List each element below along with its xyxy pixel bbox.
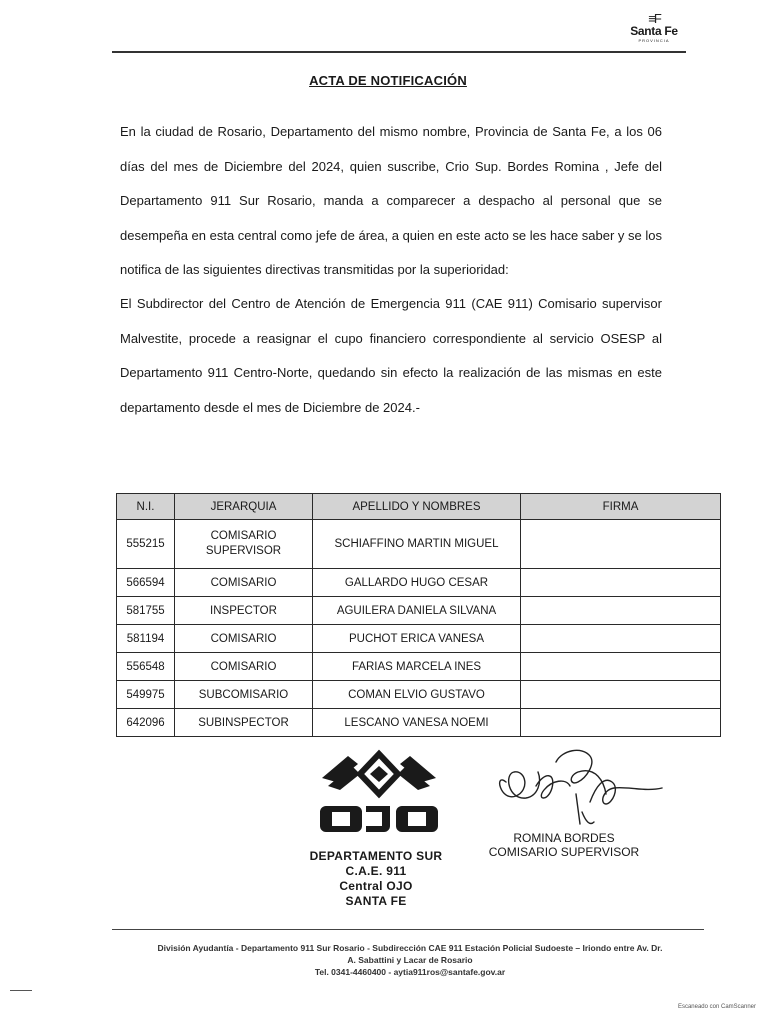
logo-subtext: PROVINCIA bbox=[638, 38, 670, 43]
cell-nombre: COMAN ELVIO GUSTAVO bbox=[313, 681, 521, 709]
header-divider bbox=[112, 51, 686, 53]
table-header-row bbox=[117, 494, 721, 520]
ojo-seal-logo bbox=[318, 748, 440, 840]
cell-firma bbox=[521, 653, 721, 681]
scanner-watermark: Escaneado con CamScanner bbox=[677, 1004, 756, 1010]
scan-mark bbox=[10, 990, 32, 991]
cell-nombre: LESCANO VANESA NOEMI bbox=[313, 709, 521, 737]
cell-nombre: SCHIAFFINO MARTIN MIGUEL bbox=[313, 520, 521, 569]
seal-logo-text: OJO bbox=[379, 838, 382, 839]
stamp-line-1: DEPARTAMENTO SUR bbox=[309, 849, 443, 863]
cell-nombre: FARIAS MARCELA INES bbox=[313, 653, 521, 681]
cell-firma bbox=[521, 520, 721, 569]
stamp-line-4: SANTA FE bbox=[345, 894, 407, 908]
department-stamp bbox=[300, 849, 452, 909]
cell-jerarquia: COMISARIO bbox=[175, 625, 313, 653]
cell-firma bbox=[521, 681, 721, 709]
cell-firma bbox=[521, 709, 721, 737]
cell-firma bbox=[521, 569, 721, 597]
footer-line-1: División Ayudantía - Departamento 911 Sur Rosario - Subdirección CAE 911 Estación Policial Sudoeste – Iriondo entre Av. Dr. bbox=[157, 943, 663, 953]
footer-divider bbox=[112, 929, 704, 930]
stamp-line-2: C.A.E. 911 bbox=[345, 864, 407, 878]
cell-ni: 642096 bbox=[117, 709, 175, 737]
cell-firma bbox=[521, 625, 721, 653]
footer-line-2: A. Sabattini y Lacar de Rosario bbox=[347, 955, 473, 965]
cell-ni: 556548 bbox=[117, 653, 175, 681]
cell-jerarquia: COMISARIO bbox=[175, 569, 313, 597]
cell-jerarquia: SUBINSPECTOR bbox=[175, 709, 313, 737]
cell-jerarquia: COMISARIO SUPERVISOR bbox=[175, 520, 313, 569]
document-title: ACTA DE NOTIFICACIÓN bbox=[309, 73, 467, 88]
cell-firma bbox=[521, 597, 721, 625]
footer bbox=[100, 942, 720, 978]
cell-jerarquia: SUBCOMISARIO bbox=[175, 681, 313, 709]
table-row bbox=[117, 569, 721, 597]
table-row bbox=[117, 625, 721, 653]
header-firma: FIRMA bbox=[521, 494, 721, 520]
cell-ni: 549975 bbox=[117, 681, 175, 709]
table-row bbox=[117, 520, 721, 569]
header-jerarquia: JERARQUIA bbox=[175, 494, 313, 520]
cell-ni: 581194 bbox=[117, 625, 175, 653]
cell-ni: 555215 bbox=[117, 520, 175, 569]
cell-jerarquia: COMISARIO bbox=[175, 653, 313, 681]
cell-nombre: PUCHOT ERICA VANESA bbox=[313, 625, 521, 653]
paragraph-directive: El Subdirector del Centro de Atención de Emergencia 911 (CAE 911) Comisario supervisor Malvestite, procede a reasignar el cupo financiero correspondiente al servicio OSESP al Departamento 911 Centro-Norte, quedando sin efecto la realización de las mismas en este departamento desde el mes de Diciembre de 2024.- bbox=[120, 296, 662, 415]
cell-nombre: GALLARDO HUGO CESAR bbox=[313, 569, 521, 597]
logo-text: Santa Fe bbox=[630, 24, 678, 38]
stamp-line-3: Central OJO bbox=[339, 879, 413, 893]
cell-jerarquia: INSPECTOR bbox=[175, 597, 313, 625]
santa-fe-logo bbox=[624, 12, 684, 48]
signatory-name: ROMINA BORDES bbox=[513, 831, 615, 845]
santa-fe-emblem-icon: ≡F bbox=[648, 11, 660, 26]
personnel-table bbox=[116, 493, 721, 737]
cell-ni: 581755 bbox=[117, 597, 175, 625]
table-row bbox=[117, 709, 721, 737]
table-row bbox=[117, 597, 721, 625]
cell-ni: 566594 bbox=[117, 569, 175, 597]
table-row bbox=[117, 681, 721, 709]
handwritten-signature bbox=[486, 742, 666, 832]
footer-line-3: Tel. 0341-4460400 - aytia911ros@santafe.gov.ar bbox=[314, 967, 506, 977]
table-row bbox=[117, 653, 721, 681]
cell-nombre: AGUILERA DANIELA SILVANA bbox=[313, 597, 521, 625]
signatory-role: COMISARIO SUPERVISOR bbox=[488, 845, 640, 859]
paragraph-intro: En la ciudad de Rosario, Departamento del mismo nombre, Provincia de Santa Fe, a los 06 días del mes de Diciembre del 2024, quien suscribe, Crio Sup. Bordes Romina , Jefe del Departamento 911 Sur Rosario, manda a comparecer a despacho al personal que se desempeña en esta central como jefe de área, a quien en este acto se les hace saber y se los notifica de las siguientes directivas transmitidas por la superioridad: bbox=[120, 124, 663, 277]
signatory-block bbox=[484, 831, 644, 859]
header-nombres: APELLIDO Y NOMBRES bbox=[313, 494, 521, 520]
header-ni: N.I. bbox=[117, 494, 175, 520]
